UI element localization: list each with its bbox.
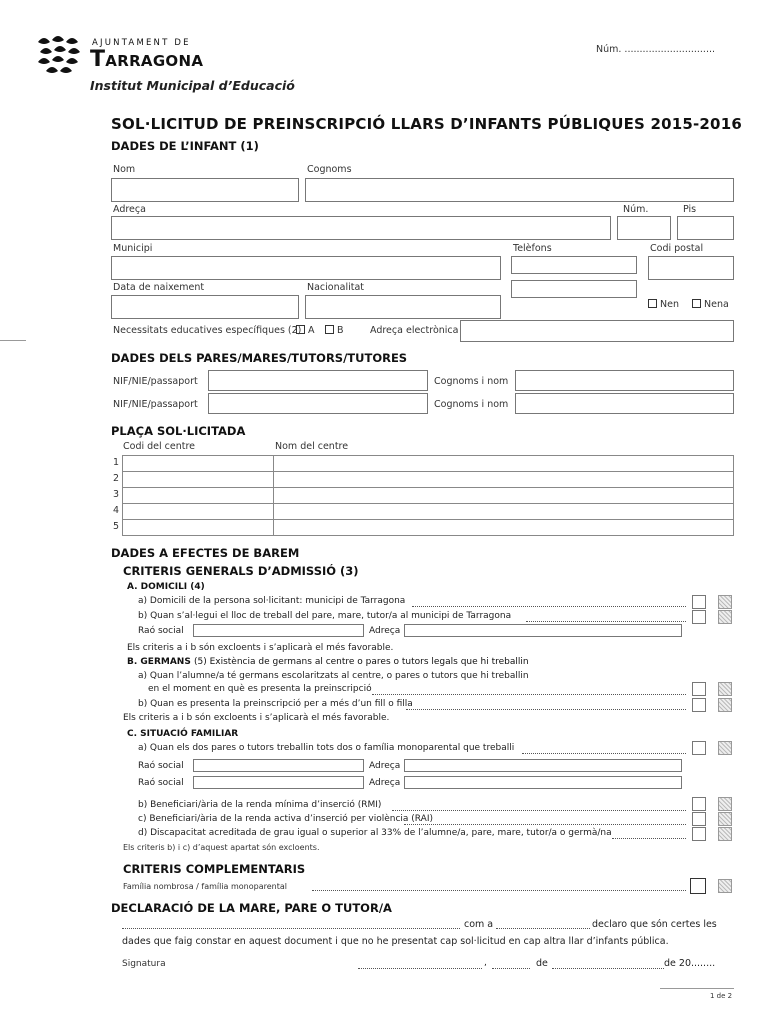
c4-text: d) Discapacitat acreditada de grau igual o superior al 33% de l’alumne/a, pare, mare, tutor/a o germà/na [138, 828, 612, 838]
b2-text: b) Quan es presenta la preinscripció per a més d’un fill o filla [138, 699, 413, 709]
leader-dots [406, 709, 686, 710]
b-title [127, 657, 529, 667]
b2-points-box [718, 698, 732, 712]
child-nationality-input[interactable] [305, 295, 501, 319]
label-num: Núm. [623, 204, 649, 215]
child-name-input[interactable] [111, 178, 299, 202]
c3-text: c) Beneficiari/ària de la renda activa d’inserció per violència (RAI) [138, 814, 434, 824]
label-nom-centre: Nom del centre [275, 441, 349, 452]
org-name: Tarragona [90, 47, 204, 72]
option-nena-label: Nena [704, 299, 729, 310]
label-adreca-a: Adreça [369, 626, 401, 636]
table-row[interactable] [123, 456, 734, 472]
child-floor-input[interactable] [677, 216, 734, 240]
leader-dots [612, 838, 686, 839]
a1-text: a) Domicili de la persona sol·licitant: municipi de Tarragona [138, 596, 406, 606]
signature-month-line[interactable] [552, 968, 664, 969]
option-a-label: A [308, 325, 315, 336]
child-birthdate-input[interactable] [111, 295, 299, 319]
label-nif-1: NIF/NIE/passaport [113, 376, 198, 387]
label-de: de [536, 958, 548, 969]
c1-text: a) Quan els dos pares o tutors treballin tots dos o família monoparental que treballi [138, 743, 515, 753]
logo-mark-icon [36, 34, 84, 74]
b1b-text: en el moment en què es presenta la preinscripció [148, 684, 372, 694]
section-placa: PLAÇA SOL·LICITADA [111, 424, 246, 438]
c-adreca-input-1[interactable] [404, 759, 682, 772]
checkbox-icon [325, 325, 334, 334]
excl-text-a: Els criteris a i b són excloents i s’aplicarà el més favorable. [127, 643, 394, 653]
option-nen[interactable] [648, 299, 679, 310]
row-number: 1 [113, 457, 120, 468]
c-title: C. SITUACIÓ FAMILIAR [127, 729, 239, 739]
section-declaracio: DECLARACIÓ DE LA MARE, PARE O TUTOR/A [111, 901, 392, 915]
signature-place-line[interactable] [358, 968, 482, 969]
c2-text: b) Beneficiari/ària de la renda mínima d’inserció (RMI) [138, 800, 382, 810]
child-address-input[interactable] [111, 216, 611, 240]
table-row[interactable] [123, 504, 734, 520]
c-excl-text: Els criteris b) i c) d’aquest apartat són excloents. [123, 843, 320, 852]
label-cognoms-nom-1: Cognoms i nom [434, 376, 509, 387]
section-complementaris: CRITERIS COMPLEMENTARIS [123, 862, 306, 876]
child-phone2-input[interactable] [511, 280, 637, 298]
b1-points-box [718, 682, 732, 696]
checkbox-icon [296, 325, 305, 334]
complementaris-points-box [718, 879, 732, 893]
b-intro-text: (5) Existència de germans al centre o pares o tutors legals que hi treballin [193, 657, 529, 667]
email-input[interactable] [460, 320, 734, 342]
page-title: SOL·LICITUD DE PREINSCRIPCIÓ LLARS D’INFANTS PÚBLIQUES 2015-2016 [111, 115, 742, 133]
label-nom: Nom [113, 164, 136, 175]
c3-points-box [718, 812, 732, 826]
child-phone-input[interactable] [511, 256, 637, 274]
footer-rule [660, 988, 734, 989]
label-adreca-c1: Adreça [369, 761, 401, 771]
complementaris-checkbox[interactable] [690, 878, 706, 894]
declarant-name-line[interactable] [122, 928, 460, 929]
a1-checkbox[interactable] [692, 595, 706, 609]
label-codi-postal: Codi postal [650, 243, 704, 254]
checkbox-icon [648, 299, 657, 308]
c2-points-box [718, 797, 732, 811]
declaro-label: declaro que són certes les [592, 919, 717, 930]
leader-dots [312, 890, 686, 891]
c4-points-box [718, 827, 732, 841]
row-number: 4 [113, 505, 120, 516]
leader-dots [404, 824, 686, 825]
a2-text: b) Quan s’al·legui el lloc de treball del pare, mare, tutor/a al municipi de Tarragona [138, 611, 512, 621]
option-b-label: B [337, 325, 344, 336]
label-codi-centre: Codi del centre [123, 441, 196, 452]
declarant-role-line[interactable] [496, 928, 590, 929]
option-nen-label: Nen [660, 299, 679, 310]
leader-dots [372, 694, 686, 695]
child-postal-code-input[interactable] [648, 256, 734, 280]
c3-checkbox[interactable] [692, 812, 706, 826]
table-row[interactable] [123, 488, 734, 504]
c1-checkbox[interactable] [692, 741, 706, 755]
label-necessitats: Necessitats educatives específiques (2) [113, 325, 302, 336]
logo [36, 34, 84, 74]
parent2-nif-input[interactable] [208, 393, 428, 414]
a-adreca-input[interactable] [404, 624, 682, 637]
child-municipality-input[interactable] [111, 256, 501, 280]
leader-dots [392, 810, 686, 811]
centres-table [122, 455, 734, 536]
c2-checkbox[interactable] [692, 797, 706, 811]
label-email: Adreça electrònica [370, 325, 459, 336]
option-nena[interactable] [692, 299, 729, 310]
row-numbers [113, 455, 119, 535]
option-a[interactable] [296, 325, 315, 336]
label-municipi: Municipi [113, 243, 153, 254]
b1a-text: a) Quan l’alumne/a té germans escolaritzats al centre, o pares o tutors que hi treballin [138, 671, 529, 681]
c-rao-social-input-2[interactable] [193, 776, 364, 789]
table-row[interactable] [123, 520, 734, 536]
label-year: de 20........ [664, 958, 716, 969]
comma-sep: , [484, 958, 487, 968]
a2-points-box [718, 610, 732, 624]
request-number: Núm. .............................. [596, 44, 716, 55]
complementaris-item: Família nombrosa / família monoparental [123, 882, 287, 891]
b1-checkbox[interactable] [692, 682, 706, 696]
a-rao-social-input[interactable] [193, 624, 364, 637]
label-cognoms-nom-2: Cognoms i nom [434, 399, 509, 410]
page-number: 1 de 2 [710, 992, 733, 1000]
row-number: 5 [113, 521, 120, 532]
label-nacionalitat: Nacionalitat [307, 282, 364, 293]
signature-day-line[interactable] [492, 968, 530, 969]
parent2-name-input[interactable] [515, 393, 734, 414]
row-number: 3 [113, 489, 120, 500]
c4-checkbox[interactable] [692, 827, 706, 841]
section-parents: DADES DELS PARES/MARES/TUTORS/TUTORES [111, 351, 408, 365]
table-row[interactable] [123, 472, 734, 488]
child-surname-input[interactable] [305, 178, 734, 202]
fold-mark [0, 340, 26, 341]
label-adreca-c2: Adreça [369, 778, 401, 788]
child-address-number-input[interactable] [617, 216, 671, 240]
parent1-nif-input[interactable] [208, 370, 428, 391]
a2-checkbox[interactable] [692, 610, 706, 624]
com-a-label: com a [464, 919, 494, 930]
b-title-label: B. GERMANS [127, 657, 191, 667]
label-adreca: Adreça [113, 204, 146, 215]
label-rao-social-c1: Raó social [138, 761, 184, 771]
label-telefons: Telèfons [513, 243, 552, 254]
checkbox-icon [692, 299, 701, 308]
b2-checkbox[interactable] [692, 698, 706, 712]
label-signatura: Signatura [122, 959, 166, 969]
section-barem: DADES A EFECTES DE BAREM [111, 546, 300, 560]
section-criteris: CRITERIS GENERALS D’ADMISSIÓ (3) [123, 564, 359, 578]
a1-points-box [718, 595, 732, 609]
section-child: DADES DE L’INFANT (1) [111, 139, 259, 153]
c-rao-social-input-1[interactable] [193, 759, 364, 772]
label-rao-social: Raó social [138, 626, 184, 636]
c1-points-box [718, 741, 732, 755]
leader-dots [522, 753, 686, 754]
label-pis: Pis [683, 204, 697, 215]
excl-text-b: Els criteris a i b són excloents i s’aplicarà el més favorable. [123, 713, 390, 723]
label-nif-2: NIF/NIE/passaport [113, 399, 198, 410]
institute-name: Institut Municipal d’Educació [90, 78, 295, 93]
parent1-name-input[interactable] [515, 370, 734, 391]
leader-dots [412, 606, 686, 607]
a-title: A. DOMICILI (4) [127, 582, 205, 592]
row-number: 2 [113, 473, 120, 484]
label-cognoms: Cognoms [307, 164, 352, 175]
org-top: AJUNTAMENT DE [92, 38, 191, 48]
label-rao-social-c2: Raó social [138, 778, 184, 788]
leader-dots [526, 621, 686, 622]
declaracio-text: dades que faig constar en aquest document i que no he presentat cap sol·licitud en cap altra llar d’infants pública. [122, 936, 669, 947]
label-data-naixement: Data de naixement [113, 282, 205, 293]
c-adreca-input-2[interactable] [404, 776, 682, 789]
option-b[interactable] [325, 325, 344, 336]
